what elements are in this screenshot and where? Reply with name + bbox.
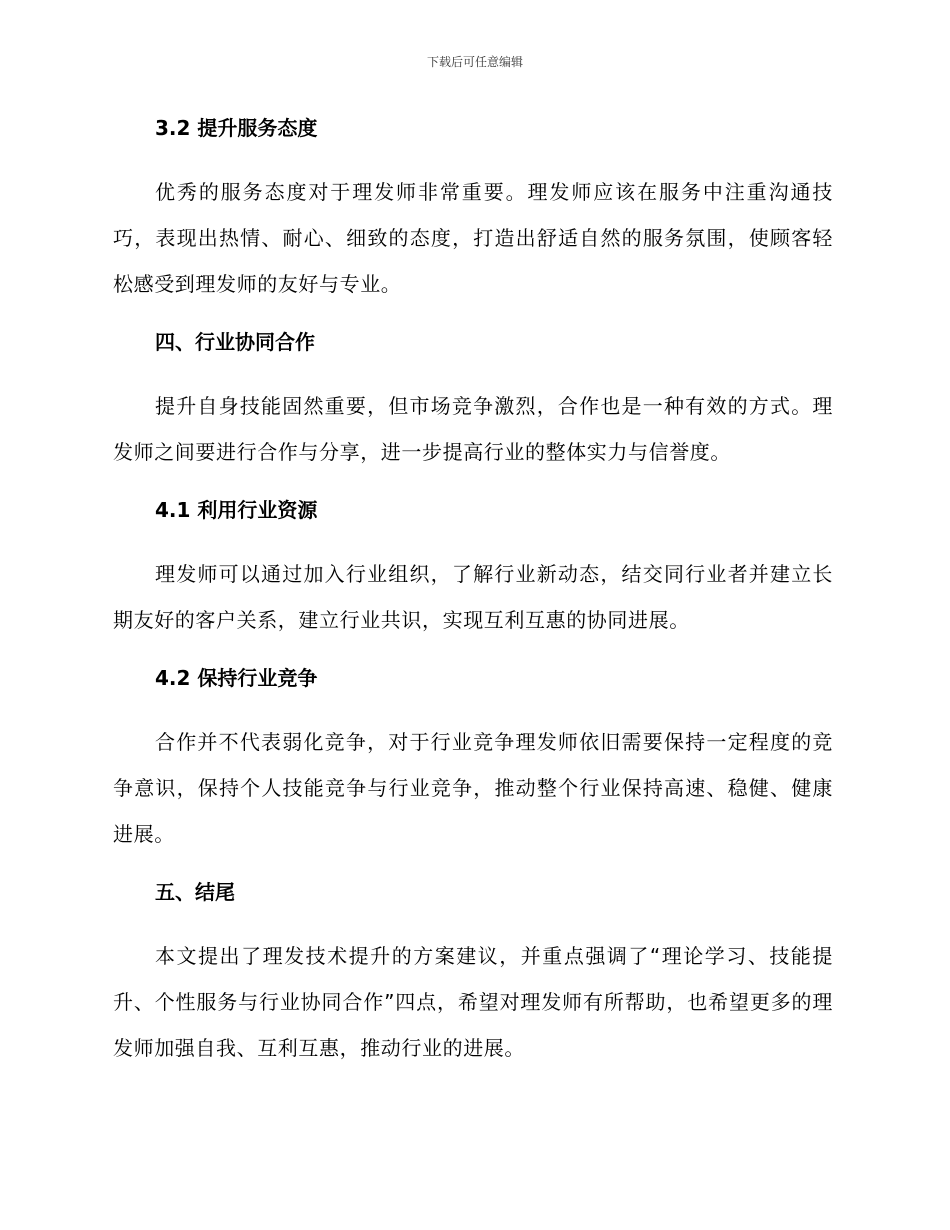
- section-heading: 4.1 利用行业资源: [155, 498, 318, 522]
- section-paragraph: 本文提出了理发技术提升的方案建议，并重点强调了“理论学习、技能提升、个性服务与行业协同合作”四点，希望对理发师有所帮助，也希望更多的理发师加强自我、互利互惠，推动行业的进展。: [113, 944, 833, 1060]
- page-header-note: 下载后可任意编辑: [426, 55, 523, 69]
- section-heading: 五、结尾: [155, 880, 235, 904]
- section-heading: 四、行业协同合作: [155, 330, 315, 354]
- section-paragraph: 合作并不代表弱化竞争，对于行业竞争理发师依旧需要保持一定程度的竞争意识，保持个人技能竞争与行业竞争，推动整个行业保持高速、稳健、健康进展。: [113, 730, 833, 846]
- section-heading: 3.2 提升服务态度: [155, 116, 318, 140]
- document-body: [113, 112, 833, 1071]
- section-paragraph: 优秀的服务态度对于理发师非常重要。理发师应该在服务中注重沟通技巧，表现出热情、耐心、细致的态度，打造出舒适自然的服务氛围，使顾客轻松感受到理发师的友好与专业。: [113, 180, 833, 296]
- section-paragraph: 理发师可以通过加入行业组织，了解行业新动态，结交同行业者并建立长期友好的客户关系，建立行业共识，实现互利互惠的协同进展。: [113, 562, 833, 632]
- section-heading: 4.2 保持行业竞争: [155, 666, 318, 690]
- section-paragraph: 提升自身技能固然重要，但市场竞争激烈，合作也是一种有效的方式。理发师之间要进行合作与分享，进一步提高行业的整体实力与信誉度。: [113, 394, 833, 464]
